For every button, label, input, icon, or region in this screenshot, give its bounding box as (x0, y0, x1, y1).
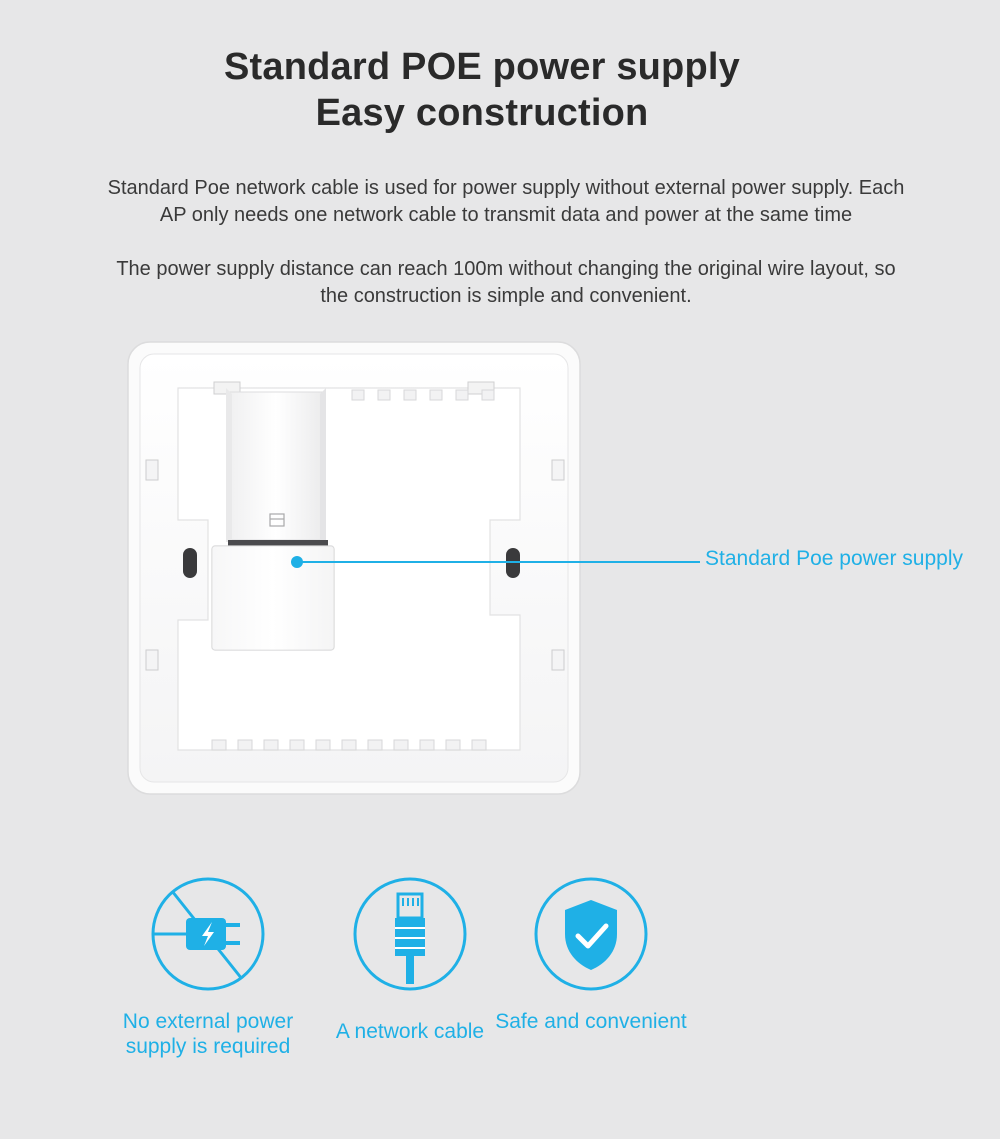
description-paragraph-2: The power supply distance can reach 100m without changing the original wire layout, so the construction is simple and convenient. (116, 258, 896, 307)
callout-poe-label: Standard Poe power supply (705, 547, 963, 570)
network-cable-icon (352, 876, 468, 992)
description-paragraph-1: Standard Poe network cable is used for power supply without external power supply. Each AP only needs one network cable to transmit data and power at the same time (107, 177, 905, 226)
no-power-plug-icon (150, 876, 266, 992)
feature-network-cable (310, 876, 510, 1044)
feature-safe-convenient (491, 876, 691, 1034)
feature-label-safe-convenient: Safe and convenient (495, 1010, 687, 1033)
page-title: Standard POE power supply (224, 46, 740, 88)
page-subtitle: Easy construction (315, 92, 649, 134)
feature-label-network-cable: A network cable (335, 1020, 485, 1043)
feature-no-external-power (108, 876, 308, 1059)
shield-check-icon (533, 876, 649, 992)
feature-label-no-external-power: No external power supply is required (122, 1010, 294, 1058)
